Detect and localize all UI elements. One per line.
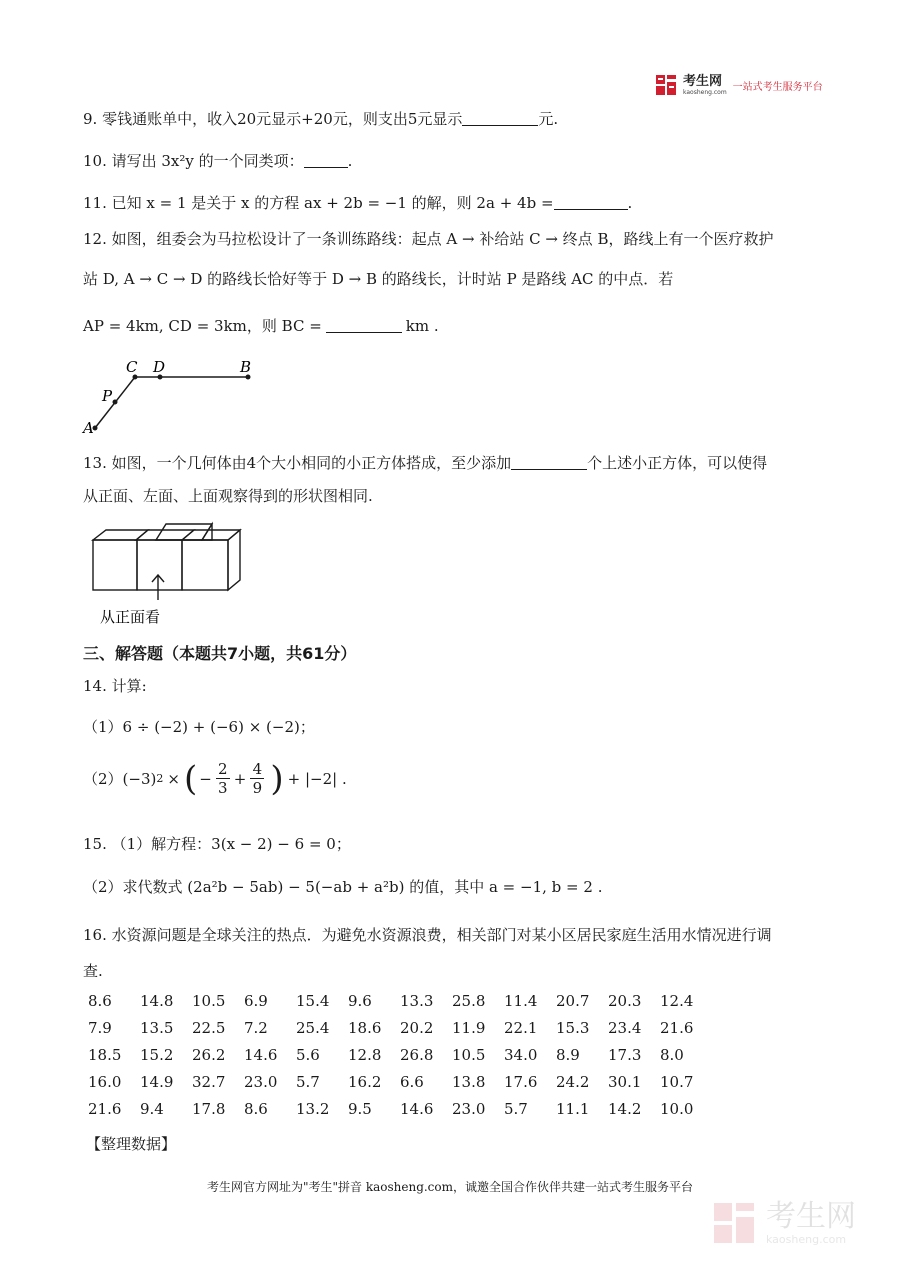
table-cell: 8.9	[556, 1045, 580, 1064]
table-cell: 14.8	[140, 991, 174, 1010]
table-cell: 16.0	[88, 1072, 122, 1091]
table-cell: 12.8	[348, 1045, 382, 1064]
table-row	[88, 1068, 712, 1095]
cube-figure	[88, 520, 248, 630]
table-cell: 30.1	[608, 1072, 642, 1091]
table-cell: 8.6	[244, 1099, 268, 1118]
question-9	[83, 108, 558, 130]
q16-line1: 16. 水资源问题是全球关注的热点．为避免水资源浪费，相关部门对某小区居民家庭生活用水情况进行调	[83, 926, 772, 944]
footer-text: 考生网官方网址为"考生"拼音 kaosheng.com，诚邀全国合作伙伴共建一站式考生服务平台	[206, 1180, 694, 1194]
q15-part2: （2）求代数式 (2a²b − 5ab) − 5(−ab + a²b) 的值，其中 a = −1, b = 2 .	[83, 878, 603, 896]
table-cell: 11.4	[504, 991, 538, 1010]
table-cell: 7.2	[244, 1018, 268, 1037]
plus-sign: +	[233, 769, 247, 788]
table-cell: 20.3	[608, 991, 642, 1010]
q16-subheading: 【整理数据】	[86, 1135, 177, 1153]
q11-text: 11. 已知 x = 1 是关于 x 的方程 ax + 2b = −1 的解，则 2a + 4b =	[83, 194, 554, 212]
table-cell: 21.6	[88, 1099, 122, 1118]
q13-line1	[83, 452, 767, 474]
brand-slogan: 一站式考生服务平台	[732, 81, 823, 93]
table-row	[88, 1041, 712, 1068]
table-cell: 8.6	[88, 991, 112, 1010]
table-cell: 13.5	[140, 1018, 174, 1037]
table-cell: 22.1	[504, 1018, 538, 1037]
table-cell: 12.4	[660, 991, 694, 1010]
table-cell: 25.8	[452, 991, 486, 1010]
table-cell: 34.0	[504, 1045, 538, 1064]
brand-domain: kaosheng.com	[683, 88, 727, 96]
table-cell: 15.4	[296, 991, 330, 1010]
table-cell: 15.3	[556, 1018, 590, 1037]
table-cell: 5.6	[296, 1045, 320, 1064]
label-b: B	[240, 358, 252, 376]
table-cell: 6.6	[400, 1072, 424, 1091]
q10-answer-blank[interactable]	[304, 153, 348, 168]
label-d: D	[153, 358, 166, 376]
point-p	[113, 400, 118, 405]
table-cell: 23.0	[452, 1099, 486, 1118]
q10-text: 10. 请写出 3x²y 的一个同类项：	[83, 152, 304, 170]
q12-line2: 站 D, A → C → D 的路线长恰好等于 D → B 的路线长，计时站 P 是路线 AC 的中点．若	[83, 270, 674, 288]
table-row	[88, 987, 712, 1014]
q14-part2	[83, 760, 347, 797]
q14-part2-suffix: + |−2| .	[287, 769, 347, 788]
cube-caption: 从正面看	[100, 608, 161, 626]
table-cell: 13.8	[452, 1072, 486, 1091]
table-cell: 9.4	[140, 1099, 164, 1118]
watermark-domain: kaosheng.com	[766, 1232, 847, 1246]
table-cell: 22.5	[192, 1018, 226, 1037]
table-cell: 14.9	[140, 1072, 174, 1091]
kaosheng-logo-icon	[655, 74, 679, 96]
q11-answer-blank[interactable]	[554, 195, 628, 210]
table-cell: 10.5	[192, 991, 226, 1010]
table-cell: 14.6	[400, 1099, 434, 1118]
frac1-numerator: 2	[218, 760, 228, 778]
table-row	[88, 1095, 712, 1122]
table-cell: 23.0	[244, 1072, 278, 1091]
q11-text-after: .	[627, 194, 633, 212]
table-cell: 21.6	[660, 1018, 694, 1037]
table-cell: 18.6	[348, 1018, 382, 1037]
q14-title: 14. 计算:	[83, 677, 147, 695]
table-cell: 16.2	[348, 1072, 382, 1091]
frac1-denominator: 3	[218, 779, 228, 797]
table-row	[88, 1014, 712, 1041]
water-usage-table	[88, 987, 712, 1122]
label-a: A	[83, 419, 94, 436]
question-10	[83, 150, 352, 172]
q10-text-after: .	[347, 152, 353, 170]
table-cell: 10.0	[660, 1099, 694, 1118]
frac2-denominator: 9	[252, 779, 263, 797]
table-cell: 13.3	[400, 991, 434, 1010]
close-paren: )	[270, 758, 284, 799]
table-cell: 5.7	[296, 1072, 320, 1091]
table-cell: 15.2	[140, 1045, 174, 1064]
open-paren: (	[183, 758, 198, 799]
q12-line1: 12. 如图，组委会为马拉松设计了一条训练路线：起点 A → 补给站 C → 终点 B，路线上有一个医疗救护	[83, 230, 774, 248]
q12-line3-unit: km .	[405, 317, 439, 335]
table-cell: 14.6	[244, 1045, 278, 1064]
watermark	[712, 1200, 856, 1246]
q14-exponent: 2	[156, 771, 164, 785]
table-cell: 26.8	[400, 1045, 434, 1064]
table-cell: 7.9	[88, 1018, 112, 1037]
fraction-1	[216, 760, 230, 797]
section-3-title: 三、解答题（本题共7小题，共61分）	[83, 644, 357, 663]
table-cell: 13.2	[296, 1099, 330, 1118]
q12-line3-text: AP = 4km, CD = 3km，则 BC =	[83, 317, 322, 335]
q14-part1: （1）6 ÷ (−2) + (−6) × (−2)；	[83, 718, 315, 736]
q16-line2: 查.	[83, 962, 103, 980]
label-p: P	[102, 387, 113, 405]
table-cell: 17.6	[504, 1072, 538, 1091]
table-cell: 24.2	[556, 1072, 590, 1091]
fraction-2	[250, 760, 264, 797]
table-cell: 11.9	[452, 1018, 486, 1037]
q13-answer-blank[interactable]	[511, 455, 587, 470]
brand-name: 考生网	[683, 73, 723, 89]
q15-part1: 15. （1）解方程：3(x − 2) − 6 = 0；	[83, 835, 351, 853]
table-cell: 8.0	[660, 1045, 684, 1064]
route-diagram	[80, 356, 270, 436]
q12-answer-blank[interactable]	[326, 318, 402, 333]
q14-part2-prefix: （2）(−3)	[83, 769, 157, 788]
minus-sign: −	[199, 769, 212, 788]
q13-text-after: 个上述小正方体，可以使得	[587, 454, 768, 472]
q13-text: 13. 如图，一个几何体由4个大小相同的小正方体搭成，至少添加	[83, 454, 512, 472]
table-cell: 20.7	[556, 991, 590, 1010]
table-cell: 11.1	[556, 1099, 590, 1118]
table-cell: 20.2	[400, 1018, 434, 1037]
table-cell: 18.5	[88, 1045, 122, 1064]
table-cell: 10.5	[452, 1045, 486, 1064]
q9-answer-blank[interactable]	[462, 111, 538, 126]
table-cell: 5.7	[504, 1099, 528, 1118]
q9-text-after: 元.	[538, 110, 559, 128]
table-cell: 23.4	[608, 1018, 642, 1037]
table-cell: 17.8	[192, 1099, 226, 1118]
table-cell: 10.7	[660, 1072, 694, 1091]
table-cell: 9.5	[348, 1099, 372, 1118]
table-cell: 9.6	[348, 991, 372, 1010]
table-cell: 32.7	[192, 1072, 226, 1091]
q12-line3	[83, 315, 439, 337]
table-cell: 26.2	[192, 1045, 226, 1064]
watermark-name: 考生网	[766, 1198, 856, 1234]
header-brand	[655, 74, 823, 96]
watermark-logo-icon	[712, 1200, 760, 1246]
label-c: C	[126, 358, 138, 376]
table-cell: 6.9	[244, 991, 268, 1010]
table-cell: 17.3	[608, 1045, 642, 1064]
q14-times: ×	[167, 769, 180, 788]
frac2-numerator: 4	[252, 760, 263, 778]
q13-line2: 从正面、左面、上面观察得到的形状图相同.	[83, 487, 373, 505]
table-cell: 14.2	[608, 1099, 642, 1118]
question-11	[83, 192, 632, 214]
q9-text: 9. 零钱通账单中，收入20元显示+20元，则支出5元显示	[83, 110, 463, 128]
table-cell: 25.4	[296, 1018, 330, 1037]
